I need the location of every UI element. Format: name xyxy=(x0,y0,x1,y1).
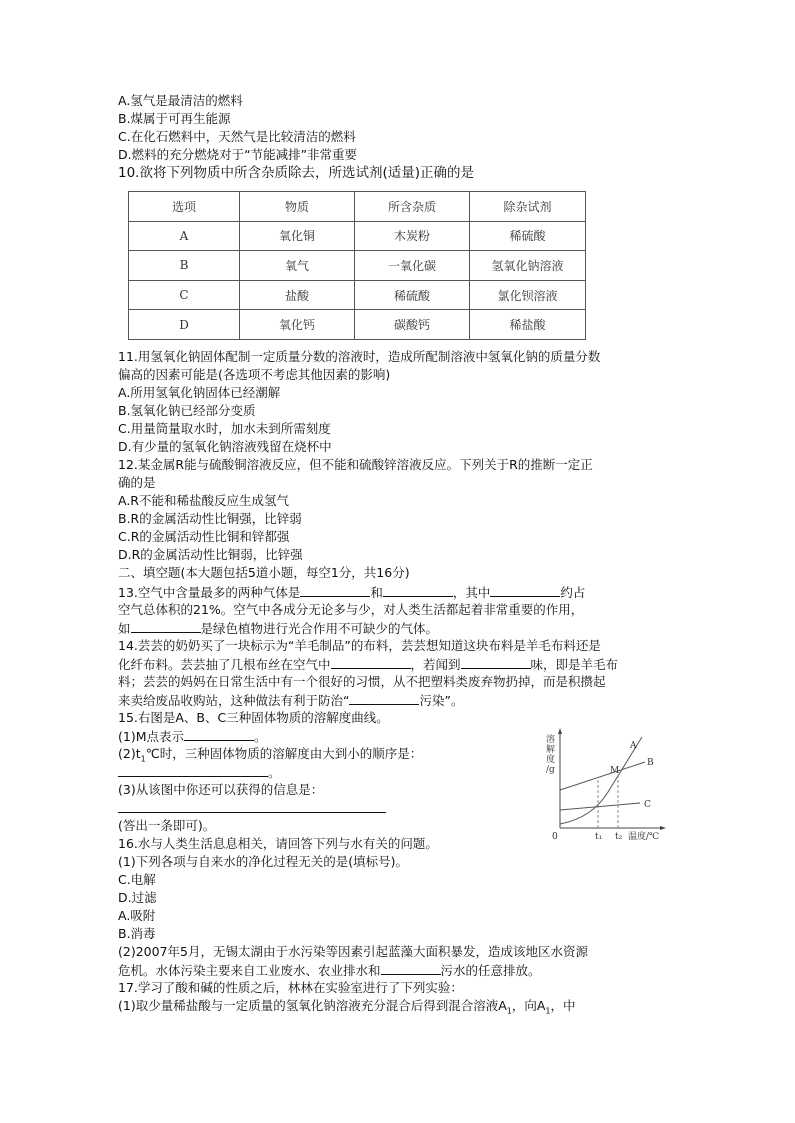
table-cell: 氧化钙 xyxy=(240,310,355,340)
answer-blank[interactable] xyxy=(383,583,453,597)
table-header: 除杂试剂 xyxy=(470,192,586,222)
q14-line-2 xyxy=(118,655,618,673)
q9-option-c: C.在化石燃料中，天然气是比较清洁的燃料 xyxy=(118,129,356,144)
q11-option-c: C.用量筒量取水时，加水未到所需刻度 xyxy=(118,421,331,436)
y-label: 溶 xyxy=(546,735,556,745)
table-cell: 氧化铜 xyxy=(240,221,355,251)
y-label: 解 xyxy=(546,745,556,755)
text: 如 xyxy=(118,621,131,636)
q12-stem-2: 确的是 xyxy=(118,475,156,490)
table-cell: 氯化钡溶液 xyxy=(470,280,586,310)
point-m-label: M xyxy=(610,766,620,776)
q15-part-2 xyxy=(118,745,422,763)
text: 味，即是羊毛布 xyxy=(530,657,619,672)
x-label: 温度/℃ xyxy=(628,832,660,842)
q12-option-a: A.R不能和稀盐酸反应生成氢气 xyxy=(118,493,289,508)
text: 是绿色植物进行光合作用不可缺少的气体。 xyxy=(200,621,439,636)
q16-option: D.过滤 xyxy=(118,890,157,905)
text: ，其中 xyxy=(452,585,491,600)
answer-blank[interactable] xyxy=(184,727,254,741)
text: (1)M点表示 xyxy=(118,729,184,744)
q13-line-3 xyxy=(118,619,438,637)
table-header-row xyxy=(129,192,586,222)
table-cell: 稀硫酸 xyxy=(470,221,586,251)
q14-line-4 xyxy=(118,691,463,709)
q15-part-3-answer xyxy=(118,799,386,817)
q11-option-a: A.所用氢氧化钠固体已经潮解 xyxy=(118,385,281,400)
subscript: 1 xyxy=(140,754,146,764)
text: 。 xyxy=(254,729,267,744)
table-cell: 氢氧化钠溶液 xyxy=(470,251,586,281)
answer-blank[interactable] xyxy=(131,619,201,633)
table-cell: 盐酸 xyxy=(240,280,355,310)
q16-part-1: (1)下列各项与自来水的净化过程无关的是(填标号)。 xyxy=(118,854,408,869)
text: ，若闻到 xyxy=(410,657,461,672)
table-cell: 氧气 xyxy=(240,251,355,281)
t2-label: t₂ xyxy=(615,832,623,842)
line-b xyxy=(560,762,645,790)
line-c-label: C xyxy=(644,800,651,810)
q13-line-1 xyxy=(118,583,585,601)
text: 污染”。 xyxy=(419,693,464,708)
q12-option-d: D.R的金属活动性比铜弱，比锌强 xyxy=(118,547,303,562)
answer-blank[interactable] xyxy=(331,655,411,669)
q9-option-a: A.氢气是最清洁的燃料 xyxy=(118,93,243,108)
q15-part-2-answer xyxy=(118,763,281,781)
table-cell: B xyxy=(129,251,240,281)
q11-option-b: B.氢氧化钠已经部分变质 xyxy=(118,403,256,418)
q17-stem: 17.学习了酸和碱的性质之后，林林在实验室进行了下列实验： xyxy=(118,980,463,995)
table-cell: D xyxy=(129,310,240,340)
q14-line-3: 料；芸芸的妈妈在日常生活中有一个很好的习惯，从不把塑料类废弃物扔掉，而是积攒起 xyxy=(118,674,606,689)
text: 来卖给废品收购站，这种做法有利于防治“ xyxy=(118,693,350,708)
q15-part-3: (3)从该图中你还可以获得的信息是： xyxy=(118,782,324,797)
table-cell: 一氧化碳 xyxy=(355,251,470,281)
text: 危机。水体污染主要来自工业废水、农业排水和 xyxy=(118,963,381,978)
q9-option-d: D.燃料的充分燃烧对于“节能减排”非常重要 xyxy=(118,147,358,162)
text: 污水的任意排放。 xyxy=(440,963,541,978)
q10-stem: 10.欲将下列物质中所含杂质除去，所选试剂(适量)正确的是 xyxy=(118,165,475,181)
answer-blank[interactable] xyxy=(300,583,370,597)
q10-table xyxy=(128,191,586,340)
q11-stem-2: 偏高的因素可能是(各选项不考虑其他因素的影响) xyxy=(118,367,391,382)
q12-stem-1: 12.某金属R能与硫酸铜溶液反应，但不能和硫酸锌溶液反应。下列关于R的推断一定正 xyxy=(118,457,593,472)
q16-option: C.电解 xyxy=(118,872,156,887)
y-axis-arrow xyxy=(558,728,562,734)
q15-part-3-note: (答出一条即可)。 xyxy=(118,818,216,833)
table-cell: A xyxy=(129,221,240,251)
subscript: 1 xyxy=(545,1006,551,1016)
solubility-curve-chart xyxy=(530,720,680,850)
line-c xyxy=(560,803,640,810)
q17-part-1 xyxy=(118,997,576,1015)
y-label: /g xyxy=(546,765,555,775)
line-b-label: B xyxy=(647,758,654,768)
q9-option-b: B.煤属于可再生能源 xyxy=(118,111,231,126)
answer-blank[interactable] xyxy=(490,583,560,597)
text: (2)t xyxy=(118,746,141,761)
table-row xyxy=(129,251,586,281)
answer-blank[interactable] xyxy=(349,691,419,705)
y-label: 度 xyxy=(546,755,556,765)
q15-part-1 xyxy=(118,727,267,745)
answer-blank[interactable] xyxy=(118,799,386,813)
q16-part-2-line-2 xyxy=(118,961,541,979)
q14-line-1: 14.芸芸的奶奶买了一块标示为“羊毛制品”的布料，芸芸想知道这块布料是羊毛布料还是 xyxy=(118,638,601,653)
q12-option-b: B.R的金属活动性比铜强，比锌弱 xyxy=(118,511,302,526)
table-cell: 稀硫酸 xyxy=(355,280,470,310)
x-axis-arrow xyxy=(660,826,666,830)
q11-stem-1: 11.用氢氧化钠固体配制一定质量分数的溶液时，造成所配制溶液中氢氧化钠的质量分数 xyxy=(118,349,601,364)
origin-label: 0 xyxy=(552,832,558,842)
text: 化纤布料。芸芸抽了几根布丝在空气中 xyxy=(118,657,331,672)
q12-option-c: C.R的金属活动性比铜和锌都强 xyxy=(118,529,290,544)
subscript: 1 xyxy=(506,1006,512,1016)
table-row xyxy=(129,310,586,340)
text: ，中 xyxy=(550,998,576,1013)
table-cell: C xyxy=(129,280,240,310)
table-cell: 碳酸钙 xyxy=(355,310,470,340)
q16-part-2: (2)2007年5月，无锡太湖由于水污染等因素引起蓝藻大面积暴发，造成该地区水资源 xyxy=(118,944,588,959)
text: ℃时，三种固体物质的溶解度由大到小的顺序是： xyxy=(145,746,423,761)
text: 。 xyxy=(268,765,281,780)
table-cell: 木炭粉 xyxy=(355,221,470,251)
q11-option-d: D.有少量的氢氧化钠溶液残留在烧杯中 xyxy=(118,439,332,454)
table-header: 选项 xyxy=(129,192,240,222)
answer-blank[interactable] xyxy=(461,655,531,669)
text: 和 xyxy=(370,585,383,600)
section-2-heading: 二、填空题(本大题包括5道小题，每空1分，共16分) xyxy=(118,565,410,580)
q13-line-2: 空气总体积的21%。空气中各成分无论多与少，对人类生活都起着非常重要的作用， xyxy=(118,602,584,617)
q16-option: B.消毒 xyxy=(118,926,156,941)
q16-option: A.吸附 xyxy=(118,908,156,923)
text: 13.空气中含量最多的两种气体是 xyxy=(118,585,301,600)
table-header: 所含杂质 xyxy=(355,192,470,222)
table-row xyxy=(129,280,586,310)
answer-blank[interactable] xyxy=(381,961,441,975)
text: (1)取少量稀盐酸与一定质量的氢氧化钠溶液充分混合后得到混合溶液A xyxy=(118,998,507,1013)
table-row xyxy=(129,221,586,251)
t1-label: t₁ xyxy=(595,832,603,842)
answer-blank[interactable] xyxy=(118,763,268,777)
text: ，向A xyxy=(511,998,546,1013)
q15-stem: 15.右图是A、B、C三种固体物质的溶解度曲线。 xyxy=(118,710,389,725)
curve-a-label: A xyxy=(630,741,637,751)
text: 约占 xyxy=(560,585,586,600)
table-cell: 稀盐酸 xyxy=(470,310,586,340)
table-header: 物质 xyxy=(240,192,355,222)
q16-stem: 16.水与人类生活息息相关，请回答下列与水有关的问题。 xyxy=(118,836,438,851)
